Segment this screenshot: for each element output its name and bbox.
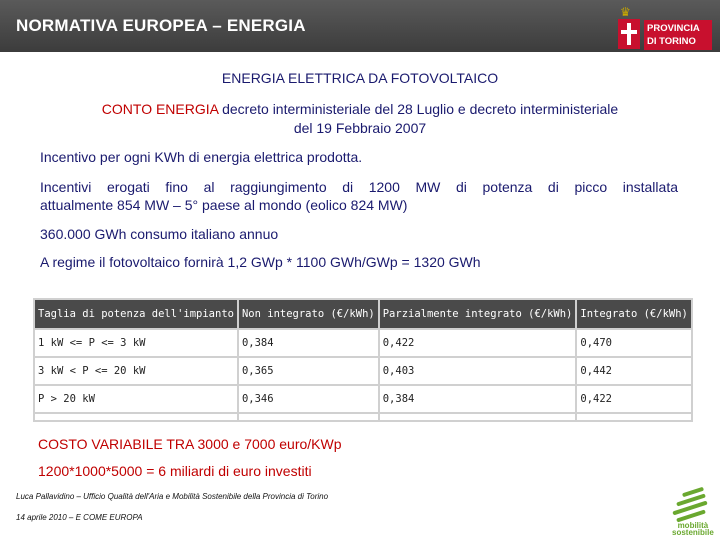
table-row <box>35 330 691 356</box>
table-cell: 1 kW <= P <= 3 kW <box>35 330 237 356</box>
incentive-per-kwh: Incentivo per ogni KWh di energia elettrica prodotta. <box>40 149 363 165</box>
table-header: Taglia di potenza dell'impianto <box>35 300 237 328</box>
table-cell: 0,422 <box>380 330 576 356</box>
table-row <box>35 386 691 412</box>
table-spacer-cell <box>239 414 378 420</box>
logo-text <box>644 20 712 50</box>
table-cell: 3 kW < P <= 20 kW <box>35 358 237 384</box>
conto-energia-block <box>30 100 690 138</box>
shield-icon <box>618 19 640 49</box>
logo-caption-2: sostenibile <box>672 528 714 537</box>
table-spacer-cell <box>380 414 576 420</box>
italian-consumption: 360.000 GWh consumo italiano annuo <box>40 226 279 242</box>
incentive-threshold-line-1: Incentivi erogati fino al raggiungimento di 1200 MW di potenza di picco installata <box>40 179 678 195</box>
table-cell: 0,365 <box>239 358 378 384</box>
table-row <box>35 358 691 384</box>
table-cell: 0,442 <box>577 358 690 384</box>
crown-icon: ♛ <box>620 5 631 19</box>
table-spacer-cell <box>577 414 690 420</box>
incentive-threshold-line-2: attualmente 854 MW – 5° paese al mondo (eolico 824 MW) <box>40 197 408 213</box>
logo-line-1: PROVINCIA <box>647 23 700 34</box>
conto-energia-label: CONTO ENERGIA <box>101 101 219 117</box>
table-header: Parzialmente integrato (€/kWh) <box>380 300 576 328</box>
mobilita-sostenibile-logo <box>664 484 718 536</box>
header-bar <box>0 0 720 52</box>
table-cell: 0,403 <box>380 358 576 384</box>
table-cell: 0,384 <box>380 386 576 412</box>
footer-date: 14 aprile 2010 – E COME EUROPA <box>16 513 143 522</box>
table-header: Integrato (€/kWh) <box>577 300 690 328</box>
table-cell: 0,470 <box>577 330 690 356</box>
conto-energia-text-2: del 19 Febbraio 2007 <box>293 120 427 136</box>
investment-total: 1200*1000*5000 = 6 miliardi di euro investiti <box>38 463 312 479</box>
section-subtitle: ENERGIA ELETTRICA DA FOTOVOLTAICO <box>221 70 499 86</box>
logo-line-2: DI TORINO <box>647 36 696 47</box>
footer-author: Luca Pallavidino – Ufficio Qualità dell'Aria e Mobilità Sostenibile della Provincia di Torino <box>16 492 329 501</box>
variable-cost: COSTO VARIABILE TRA 3000 e 7000 euro/KWp <box>38 436 342 452</box>
table-header-row <box>35 300 691 328</box>
conto-energia-text-1: decreto interministeriale del 28 Luglio e decreto interministeriale <box>218 101 619 117</box>
logo-caption <box>672 522 714 536</box>
logo-caption-1: mobilità <box>677 521 709 530</box>
table-cell: 0,346 <box>239 386 378 412</box>
table-cell: P > 20 kW <box>35 386 237 412</box>
table-header: Non integrato (€/kWh) <box>239 300 378 328</box>
tariff-table <box>33 298 693 422</box>
provincia-logo <box>614 5 714 51</box>
table-empty-row <box>35 414 691 420</box>
photovoltaic-regime: A regime il fotovoltaico fornirà 1,2 GWp * 1100 GWh/GWp = 1320 GWh <box>40 254 481 270</box>
table-cell: 0,384 <box>239 330 378 356</box>
table-cell: 0,422 <box>577 386 690 412</box>
table-spacer-cell <box>35 414 237 420</box>
page-title: NORMATIVA EUROPEA – ENERGIA <box>16 16 306 35</box>
